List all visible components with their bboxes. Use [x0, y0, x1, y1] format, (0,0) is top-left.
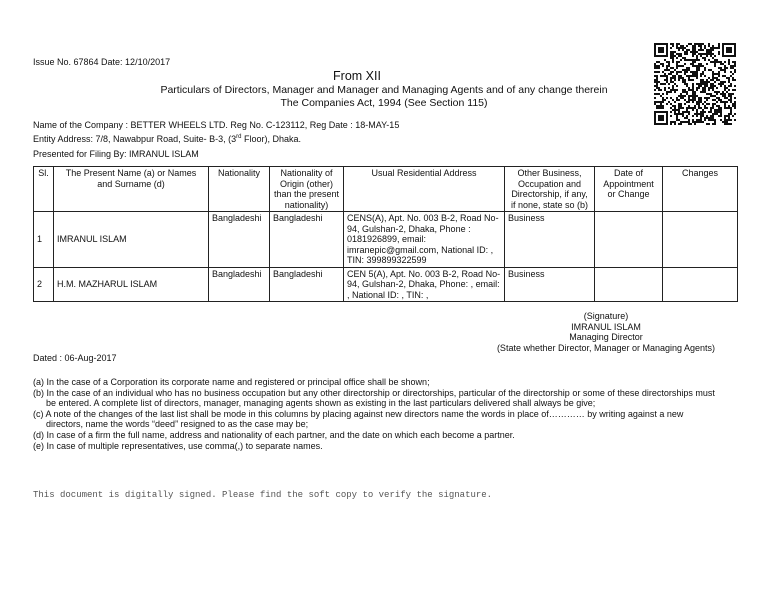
- signature-block: [476, 311, 736, 353]
- signatory-title: Managing Director: [569, 332, 643, 342]
- dated-line: Dated : 06-Aug-2017: [33, 353, 117, 363]
- notes-list: [33, 377, 737, 451]
- col-header-date: Date of Appointment or Change: [595, 167, 663, 212]
- presented-by: Presented for Filing By: IMRANUL ISLAM: [33, 149, 199, 159]
- table-row: [34, 212, 738, 268]
- directors-table: [33, 166, 738, 302]
- cell-changes: [663, 212, 738, 268]
- note-label: (a): [33, 377, 44, 387]
- cell-business: Business: [505, 212, 595, 268]
- col-header-business: Other Business, Occupation and Directorship, if any, if none, state so (b): [505, 167, 595, 212]
- note-label: (c): [33, 408, 44, 419]
- cell-nationality: Bangladeshi: [209, 267, 270, 302]
- note-text: A note of the changes of the last list shall be mode in this columns by placing against new directors name the words in place of………… by writing against a new: [45, 408, 684, 419]
- cell-origin: Bangladeshi: [270, 212, 344, 268]
- note-label: (b): [33, 387, 44, 398]
- cell-date: [595, 212, 663, 268]
- table-row: [34, 267, 738, 302]
- qr-code-icon: [654, 43, 736, 125]
- form-subtitle: [0, 84, 768, 110]
- col-header-nationality: Nationality: [209, 167, 270, 212]
- col-header-address: Usual Residential Address: [344, 167, 505, 212]
- note-item: [33, 409, 737, 430]
- issue-number-date: Issue No. 67864 Date: 12/10/2017: [33, 57, 171, 67]
- note-text: In the case of a Corporation its corporate name and registered or principal office shall be shown;: [46, 377, 430, 387]
- note-continuation: be entered. A complete list of directors, manager, managing agents shown as existing in the last particulars delivered shall always be give;: [46, 398, 596, 409]
- subtitle-line-2: The Companies Act, 1994 (See Section 115): [280, 97, 488, 109]
- cell-address: CEN 5(A), Apt. No. 003 B-2, Road No-94, Gulshan-2, Dhaka, Phone: , email: , National ID: , TIN: ,: [344, 267, 505, 302]
- col-header-changes: Changes: [663, 167, 738, 212]
- entity-address: [33, 134, 301, 145]
- note-continuation: directors, name the words “deed” resigned to as the case may be;: [46, 419, 309, 430]
- address-part: Floor), Dhaka.: [241, 134, 301, 144]
- col-header-name: The Present Name (a) or Names and Surname (d): [54, 167, 209, 212]
- cell-sl: 1: [34, 212, 54, 268]
- note-text: In the case of an individual who has no business occupation but any other directorship or directorships, particular of the directorship or some of these directorships must: [46, 387, 715, 398]
- cell-business: Business: [505, 267, 595, 302]
- col-header-sl: Sl.: [34, 167, 54, 212]
- note-item: [33, 388, 737, 409]
- col-header-origin: Nationality of Origin (other) than the present nationality): [270, 167, 344, 212]
- cell-address: CENS(A), Apt. No. 003 B-2, Road No-94, Gulshan-2, Dhaka, Phone : 0181926899, email: imranepic@gmail.com, National ID: , TIN: 399899322599: [344, 212, 505, 268]
- cell-changes: [663, 267, 738, 302]
- cell-origin: Bangladeshi: [270, 267, 344, 302]
- company-name-line: Name of the Company : BETTER WHEELS LTD. Reg No. C-123112, Reg Date : 18-MAY-15: [33, 120, 400, 130]
- note-item: [33, 430, 737, 441]
- note-text: In case of multiple representatives, use comma(,) to separate names.: [46, 440, 323, 451]
- form-title: From XII: [333, 69, 381, 83]
- cell-nationality: Bangladeshi: [209, 212, 270, 268]
- address-superscript: rd: [236, 134, 242, 140]
- cell-sl: 2: [34, 267, 54, 302]
- subtitle-line-1: Particulars of Directors, Manager and Manager and Managing Agents and of any change therein: [160, 84, 608, 96]
- cell-name: H.M. MAZHARUL ISLAM: [54, 267, 209, 302]
- address-part: Entity Address: 7/8, Nawabpur Road, Suite- B-3, (3: [33, 134, 237, 144]
- signatory-note: (State whether Director, Manager or Managing Agents): [496, 342, 716, 353]
- digital-signature-footer: This document is digitally signed. Please find the soft copy to verify the signature.: [33, 490, 493, 500]
- cell-date: [595, 267, 663, 302]
- table-header-row: [34, 167, 738, 212]
- signatory-name: IMRANUL ISLAM: [571, 321, 641, 332]
- note-label: (d): [33, 429, 44, 440]
- note-item: [33, 377, 737, 388]
- signature-label: (Signature): [583, 311, 629, 321]
- note-text: In case of a firm the full name, address and nationality of each partner, and the date on which each become a partner.: [46, 429, 515, 440]
- note-label: (e): [33, 440, 44, 451]
- cell-name: IMRANUL ISLAM: [54, 212, 209, 268]
- note-item: [33, 441, 737, 452]
